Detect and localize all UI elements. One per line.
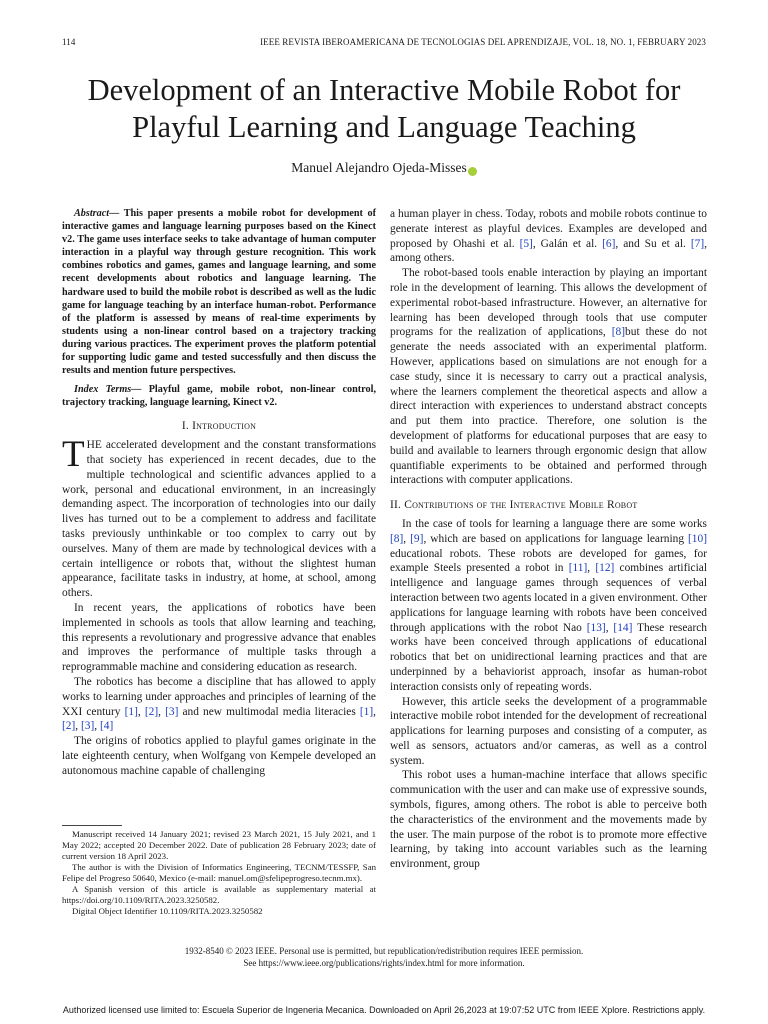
index-terms-text: Playful game, mobile robot, non-linear control, trajectory tracking, language learning, Kinect v2. xyxy=(62,384,376,409)
orcid-icon[interactable] xyxy=(468,167,477,176)
intro-paragraph-3: The robotics has become a discipline that has allowed to apply works to learning under approaches and principles of learning of the XXI century [1], [2], [3] and new multimodal media literacies [1], [2], [3], [4] xyxy=(62,675,376,733)
page-number: 114 xyxy=(62,37,76,47)
citation-link[interactable]: [13] xyxy=(586,621,606,634)
right-paragraph-2: The robot-based tools enable interaction by playing an important role in the development of learning. This allows the development of experimental robot-based infrastructure. However, an alternative for learning has been developed through tools that use computer programs for the realization of applications, [8]but these do not generate the needs associated with an experimental platform. However, applications based on simulations are not enough for a case study, since it is necessary to carry out a practical analysis, where the learners complement the theoretical aspects and allow a direct interaction with experiences to understand abstract concepts and put them into practice. Therefore, one solution is the development of platforms for educational purposes that are easy to build and available to learners through ergonomic design that allow quantifiable experiments to be obtained and performed through interactions with computer applications. xyxy=(390,267,707,487)
section-heading-contributions: II. Contributions of the Interactive Mobile Robot xyxy=(390,499,638,512)
footnote-affiliation: The author is with the Division of Informatics Engineering, TECNM/TESSFP, San Felipe del Progreso 50640, Mexico (e-mail: manuel.om@sfelipeprogreso.tecnm.mx). xyxy=(62,862,376,883)
copyright-line-2: See https://www.ieee.org/publications/rights/index.html for more information. xyxy=(243,957,525,968)
footnote-manuscript: Manuscript received 14 January 2021; revised 23 March 2021, 15 July 2021, and 1 May 2022; accepted 20 December 2022. Date of publication 28 February 2023; date of current version 18 April 2023. xyxy=(62,829,376,861)
citation-link[interactable]: [7] xyxy=(690,237,705,250)
abstract-label: Abstract— xyxy=(74,208,120,219)
intro-paragraph-4: The origins of robotics applied to playful games originate in the late eighteenth century, when Wolfgang von Kempele developed an autonomous machine capable of challenging xyxy=(62,735,376,777)
right-paragraph-1: a human player in chess. Today, robots and mobile robots continue to generate interest as playful devices. Examples are developed and proposed by Ohashi et al. [5], Galán et al. [6], and Su et al. [7], among others. xyxy=(390,208,707,265)
citation-link[interactable]: [12] xyxy=(595,562,615,575)
footnote-rule xyxy=(62,825,122,826)
left-column xyxy=(62,207,376,779)
citation-link[interactable]: [8] xyxy=(611,326,626,339)
right-paragraph-4: However, this article seeks the development of a programmable interactive mobile robot intended for the development of recreational applications for learning purposes and consisting of a computer, as well as sensors, actuators and/or cameras, as well as a control system. xyxy=(390,695,707,767)
section-heading-introduction: I. Introduction xyxy=(181,420,257,433)
citation-link[interactable]: [5] xyxy=(519,237,533,250)
right-paragraph-5: This robot uses a human-machine interface that allows specific communication with the user and can make use of expressive sounds, symbols, figures, among others. The robot is able to perceive both the characteristics of the environment and the movements made by the user. The main purpose of the robot is to promote more effective learning, by taking into account variables such as the learning environment, group xyxy=(390,769,707,871)
citation-link[interactable]: [9] xyxy=(410,532,424,545)
citation-link[interactable]: [14] xyxy=(613,621,633,634)
citation-link[interactable]: [2] xyxy=(62,720,76,733)
footnotes xyxy=(62,829,376,917)
intro-paragraph-1: THE accelerated development and the constant transformations that society has experienced in recent decades, due to the multiple technological and scientific advances applied to a work, personal and educational environment, in an increasingly demanding aspect. The incorporation of technologies into our daily lives has turned out to be a complement to address and facilitate tasks previously unthinkable or too complex to carry out by ourselves. Many of them are made by technological devices with a certain intelligence or robots that, without the slightest human appearance, facilitate tasks in industry, at home, at school, among others. xyxy=(62,434,376,600)
title-line-2: Playful Learning and Language Teaching xyxy=(132,110,636,144)
citation-link[interactable]: [11] xyxy=(568,562,588,575)
citation-link[interactable]: [3] xyxy=(165,705,179,718)
author-name: Manuel Alejandro Ojeda-Misses xyxy=(291,160,467,175)
index-terms xyxy=(62,383,376,409)
citation-link[interactable]: [8] xyxy=(390,532,404,545)
drop-cap: T xyxy=(62,434,85,476)
index-terms-label: Index Terms— xyxy=(74,384,142,396)
license-footer: Authorized licensed use limited to: Escuela Superior de Ingeneria Mecanica. Downloaded on April 26,2023 at 19:07:52 UTC from IEEE Xplore. Restrictions apply. xyxy=(62,1005,706,1015)
citation-link[interactable]: [4] xyxy=(100,720,114,733)
citation-link[interactable]: [3] xyxy=(81,720,95,733)
copyright-notice xyxy=(0,946,768,969)
right-column xyxy=(390,207,707,872)
paper-title xyxy=(40,72,728,146)
footnote-doi: Digital Object Identifier 10.1109/RITA.2023.3250582 xyxy=(72,906,263,916)
title-line-1: Development of an Interactive Mobile Robot for xyxy=(87,73,681,107)
right-paragraph-3: In the case of tools for learning a language there are some works [8], [9], which are based on applications for language learning [10] educational robots. These robots are developed for games, for example Steels presented a robot in [11], [12] combines artificial intelligence and language games through sequences of verbal interaction between two agents located in a given environment. Other applications for language learning with robots have been conceived through applications with the robot Nao [13], [14] These research works have been conceived through applications of educational robotics that bet on unidirectional learning practices and that are underpinned by a behaviorist approach, insofar as human-robot interaction consists only of repeating words. xyxy=(390,517,708,693)
footnote-spanish-version: A Spanish version of this article is available as supplementary material at https://doi.org/10.1109/RITA.2023.3250582. xyxy=(62,884,376,905)
citation-link[interactable]: [10] xyxy=(688,532,707,545)
abstract xyxy=(62,207,376,377)
citation-link[interactable]: [1] xyxy=(124,705,138,718)
citation-link[interactable]: [1] xyxy=(359,705,374,718)
copyright-line-1: 1932-8540 © 2023 IEEE. Personal use is permitted, but republication/redistribution requires IEEE permission. xyxy=(184,946,584,956)
intro-paragraph-2: In recent years, the applications of robotics have been implemented in schools as tools that allow learning and teaching, this represents a revolutionary and progressive advance that enables and improves the performance of multiple tasks through a reprogrammable machine and considering education as research. xyxy=(62,601,376,674)
abstract-text: This paper presents a mobile robot for development of interactive games and language learning purposes based on the Kinect v2. The game uses interface seeks to take advantage of human computer interaction in a playful way through gesture recognition. This work combines robotics and games, games and language learning, and some recent developments about robotics and language learning. The hardware used to build the mobile robot is described as well as the ludic game for language teaching by an interface human-robot. Performance of the platform is assessed by means of real-time experiments by students using a non-linear control based on a trajectory tracking during various practices. The experiment proves the platform potential for supporting ludic game and tested successfully and then discuss the results and mention future perspectives. xyxy=(62,208,376,377)
citation-link[interactable]: [6] xyxy=(602,237,616,250)
journal-header: IEEE REVISTA IBEROAMERICANA DE TECNOLOGIAS DEL APRENDIZAJE, VOL. 18, NO. 1, FEBRUARY 2023 xyxy=(260,37,706,47)
citation-link[interactable]: [2] xyxy=(144,705,159,718)
author-line xyxy=(0,160,768,176)
